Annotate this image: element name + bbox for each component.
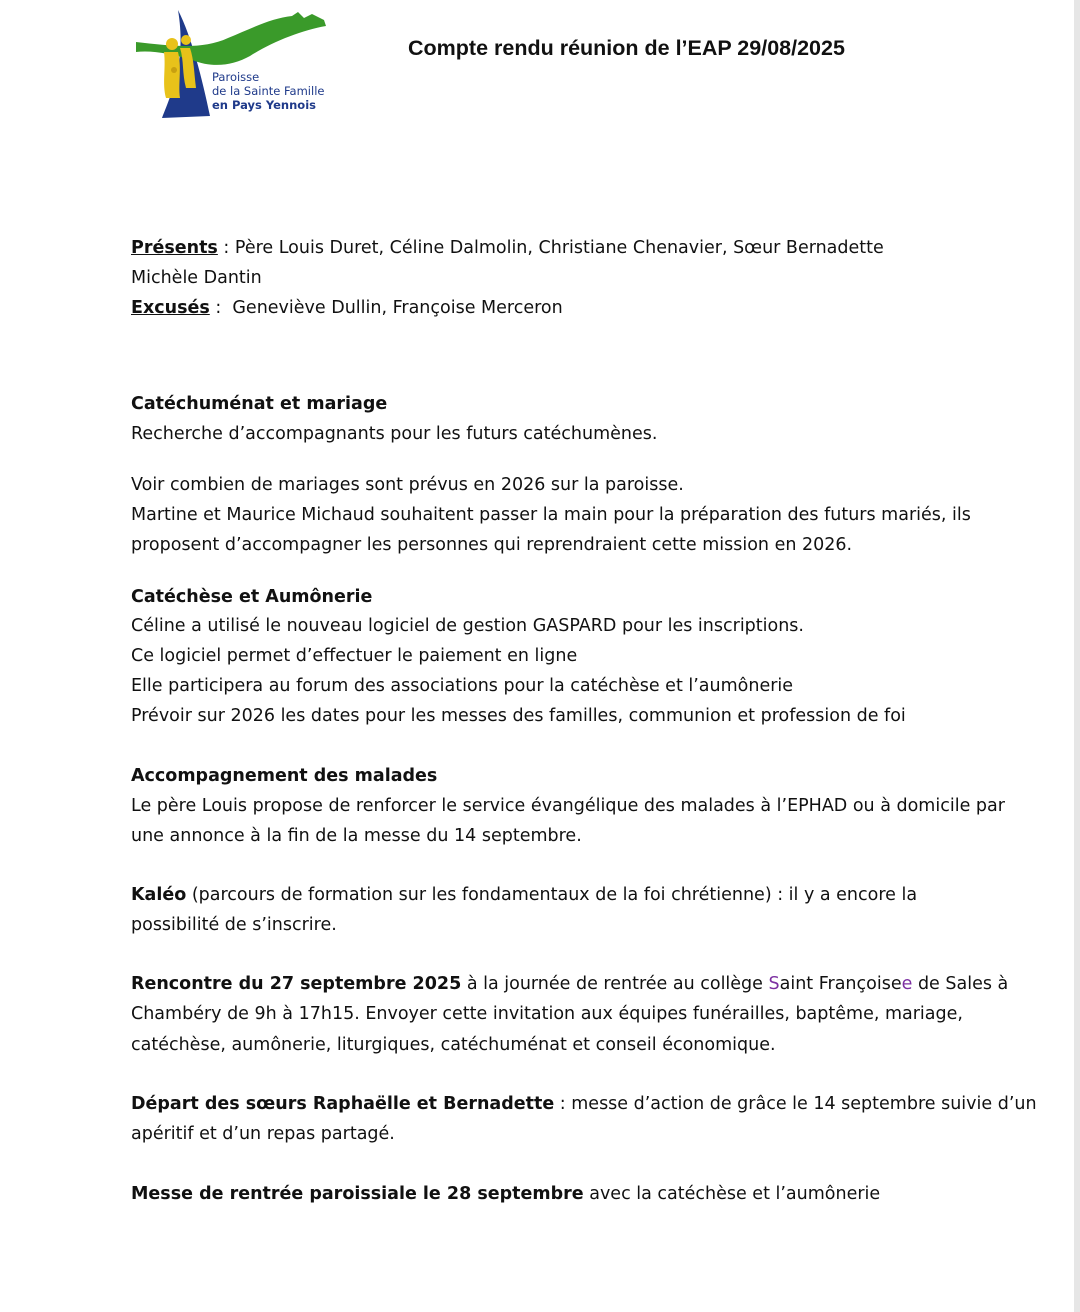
depart-text: : messe d’action de grâce le 14 septembre suivie d’un <box>554 1094 1037 1114</box>
rencontre-title: Rencontre du 27 septembre 2025 <box>131 974 462 994</box>
catechumenat-line-3: Martine et Maurice Michaud souhaitent passer la main pour la préparation des futurs mariés, ils <box>131 505 971 525</box>
kaleo-name: Kaléo <box>131 885 187 905</box>
messe-title: Messe de rentrée paroissiale le 28 septembre <box>131 1184 584 1204</box>
messe-line <box>131 1183 880 1205</box>
rencontre-text-c: de Sales à <box>912 974 1009 994</box>
rencontre-text-b: aint Françoise <box>779 974 902 994</box>
depart-title: Départ des sœurs Raphaëlle et Bernadette <box>131 1094 555 1114</box>
present-names-1: Père Louis Duret, Céline Dalmolin, Christiane Chenavier, Sœur Bernadette <box>234 238 884 258</box>
page-edge <box>1074 0 1080 1312</box>
rencontre-line-3: catéchèse, aumônerie, liturgiques, catéchuménat et conseil économique. <box>131 1035 776 1055</box>
catechumenat-line-2: Voir combien de mariages sont prévus en 2026 sur la paroisse. <box>131 475 684 495</box>
rencontre-line-1 <box>131 973 1008 995</box>
logo-text-line2: de la Sainte Famille <box>212 84 325 98</box>
kaleo-line-2: possibilité de s’inscrire. <box>131 915 337 935</box>
kaleo-description: (parcours de formation sur les fondamentaux de la foi chrétienne) : il y a encore la <box>186 885 918 905</box>
present-separator: : <box>217 238 235 258</box>
kaleo-line-1 <box>131 884 917 906</box>
depart-line-1 <box>131 1093 1037 1115</box>
catechese-line-1: Céline a utilisé le nouveau logiciel de gestion GASPARD pour les inscriptions. <box>131 616 804 636</box>
catechese-line-4: Prévoir sur 2026 les dates pour les messes des familles, communion et profession de foi <box>131 706 906 726</box>
catechese-line-3: Elle participera au forum des associations pour la catéchèse et l’aumônerie <box>131 676 794 696</box>
malades-line-2: une annonce à la fin de la messe du 14 septembre. <box>131 826 582 846</box>
logo-text-line3: en Pays Yennois <box>212 98 316 112</box>
depart-line-2: apéritif et d’un repas partagé. <box>131 1124 395 1144</box>
catechumenat-line-4: proposent d’accompagner les personnes qui reprendraient cette mission en 2026. <box>131 535 853 555</box>
malades-line-1: Le père Louis propose de renforcer le service évangélique des malades à l’EPHAD ou à domicile par <box>131 796 1005 816</box>
logo-text-line1: Paroisse <box>212 70 260 84</box>
rencontre-line-2: Chambéry de 9h à 17h15. Envoyer cette invitation aux équipes funérailles, baptême, mariage, <box>131 1004 963 1024</box>
excused-line <box>131 297 563 319</box>
section-heading-catechese: Catéchèse et Aumônerie <box>131 587 373 607</box>
present-label: Présents <box>131 238 218 258</box>
rencontre-letter-s: S <box>768 974 780 994</box>
excused-separator: : <box>209 298 233 318</box>
present-names-2: Michèle Dantin <box>131 268 262 288</box>
section-heading-catechumenat: Catéchuménat et mariage <box>131 394 388 414</box>
excused-names: Geneviève Dullin, Françoise Merceron <box>232 298 563 318</box>
rencontre-letter-e: e <box>901 974 913 994</box>
catechumenat-line-1: Recherche d’accompagnants pour les futurs catéchumènes. <box>131 424 658 444</box>
catechese-line-2: Ce logiciel permet d’effectuer le paiement en ligne <box>131 646 578 666</box>
excused-label: Excusés <box>131 298 210 318</box>
document-title: Compte rendu réunion de l’EAP 29/08/2025 <box>408 36 845 60</box>
present-line <box>131 237 884 259</box>
rencontre-text-a: à la journée de rentrée au collège <box>461 974 769 994</box>
section-heading-malades: Accompagnement des malades <box>131 766 438 786</box>
messe-text: avec la catéchèse et l’aumônerie <box>583 1184 881 1204</box>
